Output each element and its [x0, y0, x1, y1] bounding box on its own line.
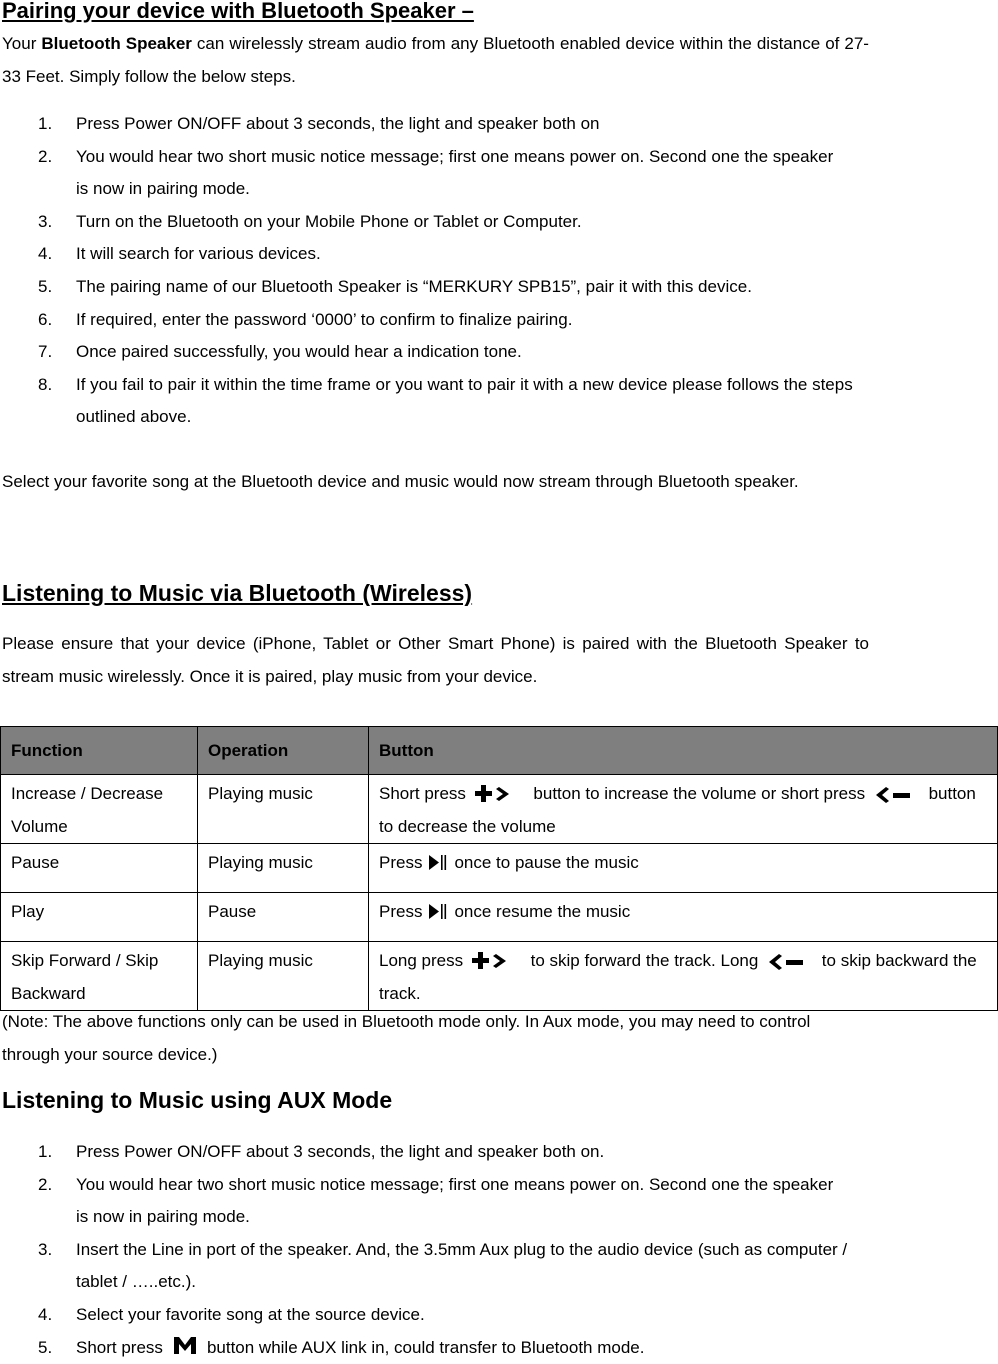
step-text: The pairing name of our Bluetooth Speaker is “MERKURY SPB15”, pair it with this device. — [76, 276, 752, 296]
list-item — [0, 1332, 870, 1364]
intro-prefix: Your — [2, 34, 37, 53]
cell-operation: Playing music — [198, 775, 369, 844]
prev-minus-icon — [767, 954, 813, 970]
step-text: Press Power ON/OFF about 3 seconds, the light and speaker both on. — [76, 1142, 605, 1161]
cell-text: Short press — [379, 784, 466, 803]
step-number: 3. — [38, 211, 53, 231]
select-song-paragraph: Select your favorite song at the Bluetooth device and music would now stream through Bluetooth speaker. — [2, 472, 799, 491]
list-item — [0, 271, 870, 304]
step-text: It will search for various devices. — [76, 244, 321, 264]
prev-minus-icon — [874, 787, 920, 803]
cell-text: Press — [379, 902, 423, 921]
cell-text: Long press — [379, 951, 464, 970]
step-text: Press Power ON/OFF about 3 seconds, the light and speaker both on — [76, 114, 600, 133]
cell-text: to skip backward the track. — [379, 951, 977, 1003]
intro-text: can wirelessly stream audio from any Bluetooth enabled device within the distance of 27-33 Feet. Simply follow the below steps. — [2, 34, 869, 86]
step-text: button while AUX link in, could transfer to Bluetooth mode. — [206, 1337, 645, 1357]
cell-button — [369, 844, 998, 893]
step-text: Once paired successfully, you would hear a indication tone. — [76, 342, 522, 362]
cell-text: button to increase the volume or short press — [533, 784, 866, 803]
step-number: 3. — [38, 1239, 53, 1259]
header-button: Button — [369, 727, 998, 775]
list-item — [0, 1299, 870, 1332]
cell-function: Pause — [1, 844, 198, 893]
function-table — [0, 726, 998, 1011]
table-row — [1, 942, 998, 1011]
step-text: You would hear two short music notice message; first one means power on. Second one the speaker is now in pairing mode. — [76, 1174, 834, 1227]
step-number: 2. — [38, 1174, 53, 1194]
cell-text: button to decrease the volume — [379, 784, 976, 836]
list-item — [0, 238, 870, 271]
step-number: 4. — [38, 244, 53, 264]
plus-next-icon — [472, 952, 522, 970]
list-item — [0, 141, 870, 206]
step-text: You would hear two short music notice message; first one means power on. Second one the speaker is now in pairing mode. — [76, 146, 834, 199]
intro-bold: Bluetooth Speaker — [41, 34, 192, 53]
cell-text: once resume the music — [454, 902, 631, 921]
intro-paragraph — [2, 28, 869, 93]
cell-button — [369, 942, 998, 1011]
step-number: 4. — [38, 1304, 53, 1324]
step-number: 7. — [38, 342, 53, 362]
list-item — [0, 336, 870, 369]
cell-button — [369, 893, 998, 942]
section-title-aux: Listening to Music using AUX Mode — [2, 1087, 393, 1113]
step-number: 1. — [38, 114, 53, 133]
list-item — [0, 206, 870, 239]
list-item — [0, 1136, 870, 1169]
play-pause-icon — [428, 899, 448, 932]
cell-text: once to pause the music — [454, 853, 639, 872]
header-operation: Operation — [198, 727, 369, 775]
cell-text: Press — [379, 853, 423, 872]
plus-next-icon — [475, 785, 525, 803]
cell-operation: Playing music — [198, 942, 369, 1011]
cell-function: Skip Forward / Skip Backward — [1, 942, 198, 1011]
step-number: 5. — [38, 276, 53, 296]
cell-operation: Pause — [198, 893, 369, 942]
bluetooth-intro-paragraph: Please ensure that your device (iPhone, Tablet or Other Smart Phone) is paired with the Bluetooth Speaker to stream music wirelessly. Once it is paired, play music from your device. — [2, 634, 869, 686]
note-paragraph: (Note: The above functions only can be used in Bluetooth mode only. In Aux mode, you may need to control through your source device.) — [2, 1012, 811, 1064]
play-pause-icon — [428, 850, 448, 883]
step-number: 2. — [38, 146, 53, 166]
cell-operation: Playing music — [198, 844, 369, 893]
header-function: Function — [1, 727, 198, 775]
list-item — [0, 304, 870, 337]
page-title: Pairing your device with Bluetooth Speaker – — [2, 0, 474, 23]
list-item — [0, 1169, 870, 1234]
cell-text: to skip forward the track. Long — [530, 951, 759, 970]
step-text: Short press — [76, 1337, 163, 1357]
step-text: Select your favorite song at the source device. — [76, 1304, 425, 1324]
list-item — [0, 1234, 870, 1299]
list-item — [0, 108, 870, 141]
table-row — [1, 775, 998, 844]
step-text: Insert the Line in port of the speaker. And, the 3.5mm Aux plug to the audio device (such as computer / tablet / …..etc.). — [76, 1239, 848, 1292]
table-row — [1, 844, 998, 893]
step-number: 8. — [38, 374, 53, 394]
list-item — [0, 369, 870, 434]
table-row — [1, 893, 998, 942]
aux-steps-list — [0, 1136, 870, 1364]
step-number: 5. — [38, 1337, 53, 1357]
step-text: If required, enter the password ‘0000’ to confirm to finalize pairing. — [76, 309, 573, 329]
cell-button — [369, 775, 998, 844]
step-number: 6. — [38, 309, 53, 329]
section-title-bluetooth: Listening to Music via Bluetooth (Wireless) — [2, 580, 473, 606]
mode-m-icon — [173, 1335, 197, 1355]
step-text: If you fail to pair it within the time frame or you want to pair it with a new device please follows the steps outlined above. — [76, 374, 853, 427]
cell-function: Increase / Decrease Volume — [1, 775, 198, 844]
pairing-steps-list — [0, 108, 870, 434]
cell-function: Play — [1, 893, 198, 942]
table-header-row — [1, 727, 998, 775]
step-text: Turn on the Bluetooth on your Mobile Phone or Tablet or Computer. — [76, 211, 582, 231]
step-number: 1. — [38, 1142, 53, 1161]
